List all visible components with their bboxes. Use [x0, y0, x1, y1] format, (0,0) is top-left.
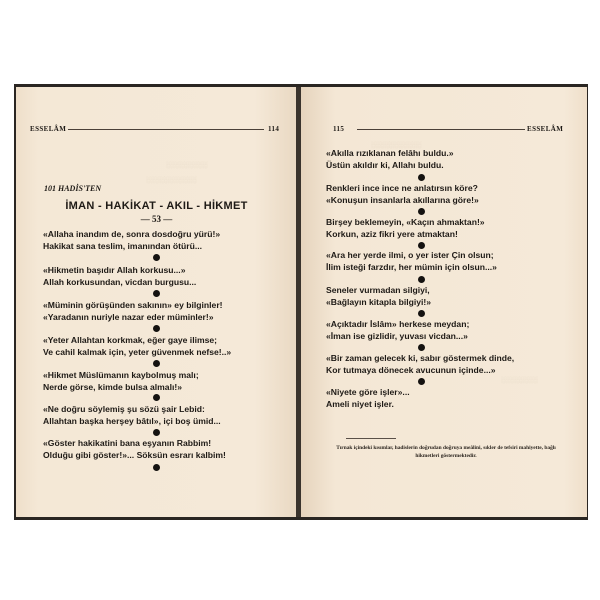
main-title: İMAN - HAKİKAT - AKIL - HİKMET	[65, 200, 248, 212]
left-header-rule	[68, 129, 264, 130]
verse-7: «Göster hakikatini bana eşyanın Rabbim! Olduğu gibi göster!»... Söksün esrarı kalbim!	[43, 438, 226, 460]
verse-12: Seneler vurmadan silgiyi, «Bağlayın kitapla bilgiyi!»	[326, 285, 432, 307]
verse-2: «Hikmetin başıdır Allah korkusu...» Allah korkusundan, vicdan burgusu...	[43, 265, 197, 287]
left-page	[16, 87, 297, 517]
bullet-dot	[153, 290, 160, 297]
bullet-dot	[153, 360, 160, 367]
footnote-rule	[346, 438, 396, 439]
verse-11: «Ara her yerde ilmi, o yer ister Çin olsun; İlim isteği farzdır, her mümin için olsun...»	[326, 250, 497, 272]
bullet-dot	[153, 429, 160, 436]
bullet-dot	[153, 394, 160, 401]
bullet-dot	[418, 276, 425, 283]
bullet-dot	[418, 174, 425, 181]
show-through-text: ░░░░░░░░░░░	[146, 177, 197, 184]
verse-6: «Ne doğru söylemiş şu sözü şair Lebid: Allahtan başka herşey bâtıl», içi boş ümid...	[43, 404, 221, 426]
right-page-number: 115	[333, 125, 345, 133]
footnote: Tırnak içindeki kısımlar, hadislerin doğrudan doğruya meâlini, sıkler de tefsiri mahiyette, bağlı hikmetleri göstermektedir.	[336, 445, 556, 459]
right-header-rule	[357, 129, 525, 130]
right-header-title: ESSELÂM	[527, 125, 564, 133]
bullet-dot	[153, 325, 160, 332]
verse-1: «Allaha inandım de, sonra dosdoğru yürü!» Hakikat sana teslim, imanından ötürü...	[43, 229, 221, 251]
verse-8: «Akılla rızıklanan felâhı buldu.» Üstün akıldır ki, Allahı buldu.	[326, 148, 454, 170]
section-title: 101 HADİS'TEN	[44, 184, 102, 193]
poem-number: — 53 —	[140, 214, 173, 224]
bullet-dot	[418, 310, 425, 317]
bullet-dot	[418, 242, 425, 249]
bullet-dot	[153, 464, 160, 471]
left-header-title: ESSELÂM	[30, 125, 67, 133]
bullet-dot	[153, 254, 160, 261]
bullet-dot	[418, 208, 425, 215]
verse-13: «Açıktadır İslâm» herkese meydan; «İman ise gizlidir, yuvası vicdan...»	[326, 319, 470, 341]
show-through-text: ░░░░░░░░░	[166, 162, 208, 169]
bullet-dot	[418, 378, 425, 385]
verse-10: Birşey beklemeyin, «Kaçın ahmaktan!» Korkun, aziz fikri yere atmaktan!	[326, 217, 485, 239]
verse-5: «Hikmet Müslümanın kaybolmuş malı; Nerde görse, kimde bulsa almalı!»	[43, 370, 199, 392]
show-through-text: ░░░░░░░░░░░	[371, 142, 422, 149]
show-through-text: ░░░░░░░░	[501, 377, 538, 384]
verse-4: «Yeter Allahtan korkmak, eğer gaye ilimse; Ve cahil kalmak için, yeter güvenmek nefse!..»	[43, 335, 232, 357]
verse-14: «Bir zaman gelecek ki, sabır göstermek dinde, Kor tutmaya dönecek avucunun içinde...»	[326, 353, 515, 375]
left-page-number: 114	[268, 125, 280, 133]
right-page	[301, 87, 587, 517]
verse-15: «Niyete göre işler»... Ameli niyet işler.	[326, 387, 410, 409]
bullet-dot	[418, 344, 425, 351]
verse-3: «Müminin görüşünden sakının» ey bilginler! «Yaradanın nuriyle nazar eder müminler!»	[43, 300, 223, 322]
verse-9: Renkleri ince ince ne anlatırsın köre? «Konuşun insanlarla akıllarına göre!»	[326, 183, 479, 205]
